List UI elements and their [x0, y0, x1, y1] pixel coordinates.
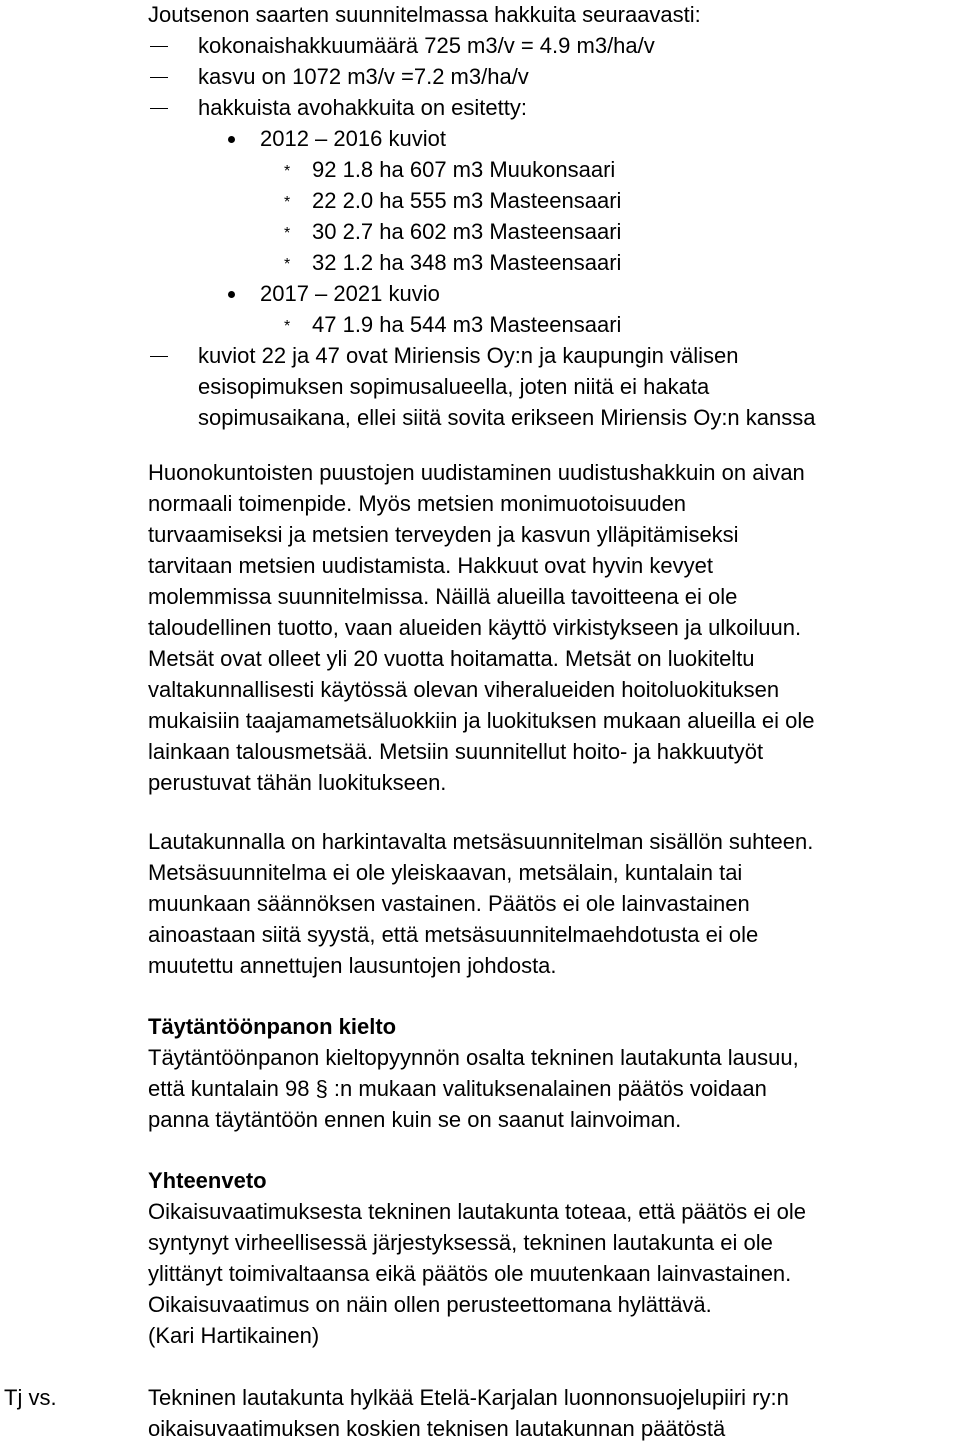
section-heading-summary: Yhteenveto [148, 1168, 267, 1193]
paragraph-line: Metsät ovat olleet yli 20 vuotta hoitamatta. Metsät on luokiteltu [148, 646, 755, 671]
paragraph-line: valtakunnallisesti käytössä olevan viheralueiden hoitoluokituksen [148, 677, 780, 702]
plan-item: kokonaishakkuumäärä 725 m3/v = 4.9 m3/ha/v [198, 33, 655, 58]
compartment-item: 92 1.8 ha 607 m3 Muukonsaari [312, 157, 616, 182]
paragraph-line: muunkaan säännöksen vastainen. Päätös ei ole lainvastainen [148, 891, 750, 916]
period-heading: 2012 – 2016 kuviot [260, 126, 446, 151]
plan-intro: Joutsenon saarten suunnitelmassa hakkuita seuraavasti: [148, 2, 701, 27]
paragraph-line: perustuvat tähän luokitukseen. [148, 770, 447, 795]
paragraph-line: Täytäntöönpanon kieltopyynnön osalta tekninen lautakunta lausuu, [148, 1045, 799, 1070]
proposal-label: Tj vs. [4, 1385, 57, 1410]
compartment-item: 22 2.0 ha 555 m3 Masteensaari [312, 188, 622, 213]
period-heading: 2017 – 2021 kuvio [260, 281, 440, 306]
paragraph-line: ainoastaan siitä syystä, että metsäsuunnitelmaehdotusta ei ole [148, 922, 759, 947]
proposal-line: oikaisuvaatimuksen koskien teknisen lautakunnan päätöstä [148, 1416, 726, 1441]
paragraph-line: että kuntalain 98 § :n mukaan valituksenalainen päätös voidaan [148, 1076, 767, 1101]
paragraph-line: taloudellinen tuotto, vaan alueiden käyttö virkistykseen ja ulkoiluun. [148, 615, 802, 640]
compartment-item: 30 2.7 ha 602 m3 Masteensaari [312, 219, 622, 244]
paragraph-line: tarvitaan metsien uudistamista. Hakkuut ovat hyvin kevyet [148, 553, 713, 578]
proposal-line: Tekninen lautakunta hylkää Etelä-Karjalan luonnonsuojelupiiri ry:n [148, 1385, 789, 1410]
section-heading-enforcement: Täytäntöönpanon kielto [148, 1014, 397, 1039]
paragraph-line: molemmissa suunnitelmissa. Näillä alueilla tavoitteena ei ole [148, 584, 738, 609]
plan-note-line: esisopimuksen sopimusalueella, joten niitä ei hakata [198, 374, 710, 399]
paragraph-line: mukaisiin taajamametsäluokkiin ja luokituksen mukaan alueilla ei ole [148, 708, 815, 733]
paragraph-line: lainkaan talousmetsää. Metsiin suunnitellut hoito- ja hakkuutyöt [148, 739, 764, 764]
compartment-item: 47 1.9 ha 544 m3 Masteensaari [312, 312, 622, 337]
paragraph-line: Oikaisuvaatimus on näin ollen perusteettomana hylättävä. [148, 1292, 712, 1317]
document-page: Joutsenon saarten suunnitelmassa hakkuita seuraavasti: kokonaishakkuumäärä 725 m3/v = 4.9 m3/ha/v kasvu on 1072 m3/v =7.2 m3/ha/v hakkuista avohakkuita on esitetty: 2012 – 2016 kuviot * 92 1.8 ha 607 m3 Muukonsaari * 22 2.0 ha 555 m3 Masteensaari * 30 2.7 ha 602 m3 Masteensaari * 32 1.2 ha 348 m3 Masteensaari 2017 – 2021 kuvio * 47 1.9 ha 544 m3 Masteensaari kuviot 22 ja 47 ovat Miriensis Oy:n ja kaupungin välisen esisopimuksen sopimusalueella, joten niitä ei hakata sopimusaikana, ellei siitä sovita erikseen Miriensis Oy:n kanssa Huonokuntoisten puustojen uudistaminen uudistushakkuin on aivan normaali toimenpide. Myös metsien monimuotoisuuden turvaamiseksi ja metsien terveyden ja kasvun ylläpitämiseksi tarvitaan metsien uudistamista. Hakkuut ovat hyvin kevyet molemmissa suunnitelmissa. Näillä alueilla tavoitteena ei ole taloudellinen tuotto, vaan alueiden käyttö virkistykseen ja ulkoiluun. Metsät ovat olleet yli 20 vuotta hoitamatta. Metsät on luokiteltu valtakunnallisesti käytössä olevan viheralueiden hoitoluokituksen mukaisiin taajamametsäluokkiin ja luokituksen mukaan alueilla ei ole lainkaan talousmetsää. Metsiin suunnitellut hoito- ja hakkuutyöt perustuvat tähän luokitukseen. Lautakunnalla on harkintavalta metsäsuunnitelman sisällön suhteen. Metsäsuunnitelma ei ole yleiskaavan, metsälain, kuntalain tai muunkaan säännöksen vastainen. Päätös ei ole lainvastainen ainoastaan siitä syystä, että metsäsuunnitelmaehdotusta ei ole muutettu annettujen lausuntojen johdosta. Täytäntöönpanon kielto Täytäntöönpanon kieltopyynnön osalta tekninen lautakunta lausuu, että kuntalain 98 § :n mukaan valituksenalainen päätös voidaan panna täytäntöön ennen kuin se on saanut lainvoiman. Yhteenveto Oikaisuvaatimuksesta tekninen lautakunta toteaa, että päätös ei ole syntynyt virheellisessä järjestyksessä, tekninen lautakunta ei ole ylittänyt toimivaltaansa eikä päätös ole muutenkaan lainvastainen. Oikaisuvaatimus on näin ollen perusteettomana hylättävä. (Kari Hartikainen) Tj vs. Tekninen lautakunta hylkää Etelä-Karjalan luonnonsuojelupiiri ry:n oikaisuvaatimuksen koskien teknisen lautakunnan päätöstä [0, 0, 960, 1446]
paragraph-line: muutettu annettujen lausuntojen johdosta. [148, 953, 557, 978]
paragraph-line: ylittänyt toimivaltaansa eikä päätös ole muutenkaan lainvastainen. [148, 1261, 792, 1286]
paragraph-line: normaali toimenpide. Myös metsien monimuotoisuuden [148, 491, 687, 516]
plan-item: hakkuista avohakkuita on esitetty: [198, 95, 527, 120]
paragraph-line: syntynyt virheellisessä järjestyksessä, tekninen lautakunta ei ole [148, 1230, 773, 1255]
author-signature: (Kari Hartikainen) [148, 1323, 320, 1348]
plan-item: kasvu on 1072 m3/v =7.2 m3/ha/v [198, 64, 529, 89]
plan-note-line: sopimusaikana, ellei siitä sovita erikseen Miriensis Oy:n kanssa [198, 405, 816, 430]
paragraph-line: Lautakunnalla on harkintavalta metsäsuunnitelman sisällön suhteen. [148, 829, 814, 854]
paragraph-line: Metsäsuunnitelma ei ole yleiskaavan, metsälain, kuntalain tai [148, 860, 743, 885]
paragraph-line: Oikaisuvaatimuksesta tekninen lautakunta toteaa, että päätös ei ole [148, 1199, 806, 1224]
paragraph-line: Huonokuntoisten puustojen uudistaminen uudistushakkuin on aivan [148, 460, 805, 485]
plan-note-line: kuviot 22 ja 47 ovat Miriensis Oy:n ja kaupungin välisen [198, 343, 739, 368]
paragraph-line: turvaamiseksi ja metsien terveyden ja kasvun ylläpitämiseksi [148, 522, 739, 547]
paragraph-line: panna täytäntöön ennen kuin se on saanut lainvoiman. [148, 1107, 682, 1132]
compartment-item: 32 1.2 ha 348 m3 Masteensaari [312, 250, 622, 275]
